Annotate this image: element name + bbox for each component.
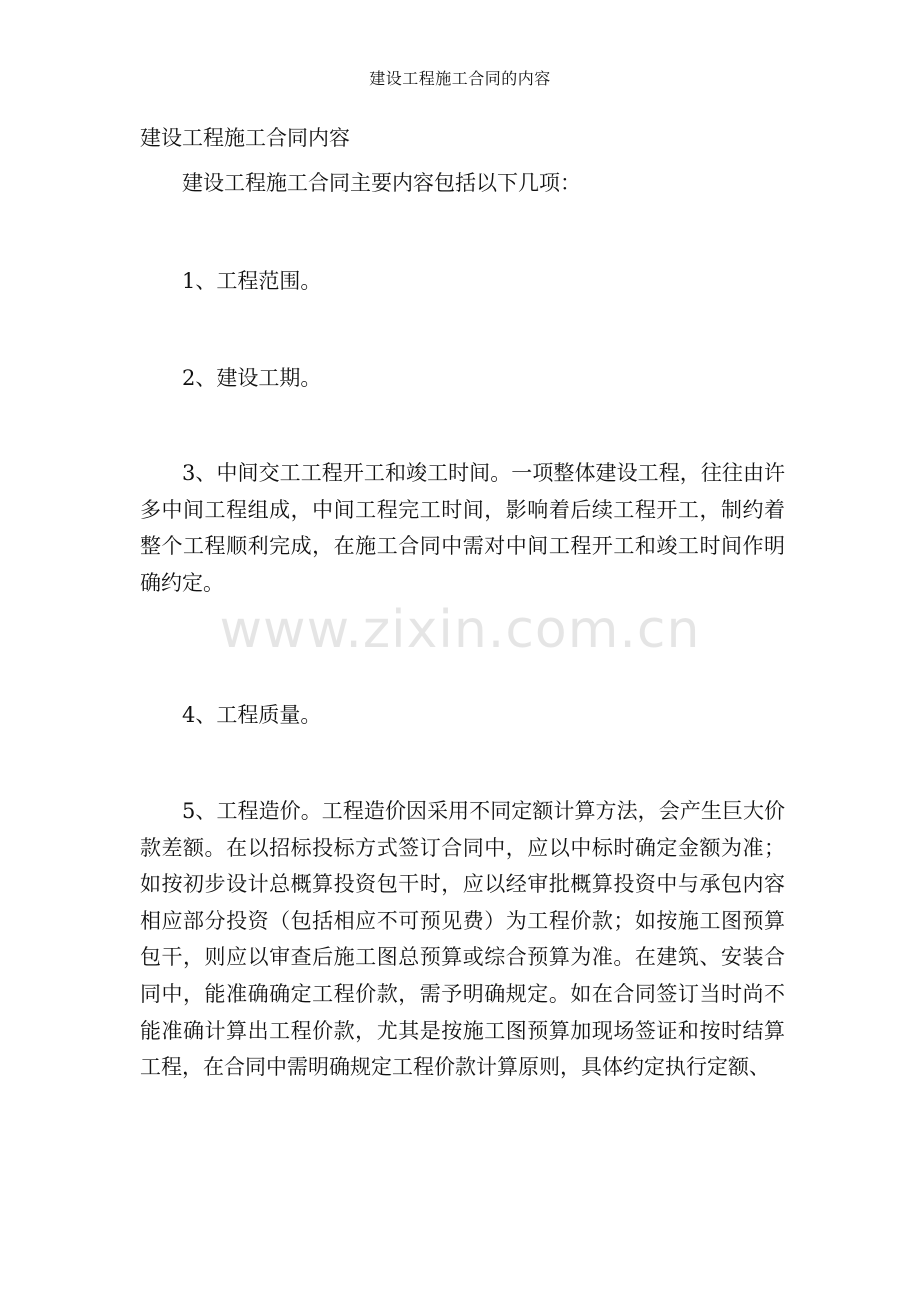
watermark: www.zixin.com.cn bbox=[219, 600, 701, 660]
intro-paragraph: 建设工程施工合同主要内容包括以下几项： bbox=[182, 171, 581, 195]
item-5-paragraph: 5、工程造价。工程造价因采用不同定额计算方法，会产生巨大价款差额。在以招标投标方式签订合同中，应以中标时确定金额为准；如按初步设计总概算投资包干时，应以经审批概算投资中与承包内容相应部分投资（包括相应不可预见费）为工程价款；如按施工图预算包干，则应以审查后施工图总预算或综合预算为准。在建筑、安装合同中，能准确确定工程价款，需予明确规定。如在合同签订当时尚不能准确计算出工程价款，尤其是按施工图预算加现场签证和按时结算工程，在合同中需明确规定工程价款计算原则，具体约定执行定额、 bbox=[140, 799, 785, 1080]
item-2-paragraph: 2、建设工期。 bbox=[182, 366, 322, 390]
item-3-paragraph: 3、中间交工工程开工和竣工时间。一项整体建设工程，往往由许多中间工程组成，中间工程完工时间，影响着后续工程开工，制约着整个工程顺利完成，在施工合同中需对中间工程开工和竣工时间作明确约定。 bbox=[140, 461, 785, 595]
item-1-paragraph: 1、工程范围。 bbox=[182, 269, 322, 293]
item-4-paragraph: 4、工程质量。 bbox=[182, 703, 322, 727]
document-title: 建设工程施工合同内容 bbox=[140, 126, 350, 150]
page-header: 建设工程施工合同的内容 bbox=[369, 69, 551, 88]
